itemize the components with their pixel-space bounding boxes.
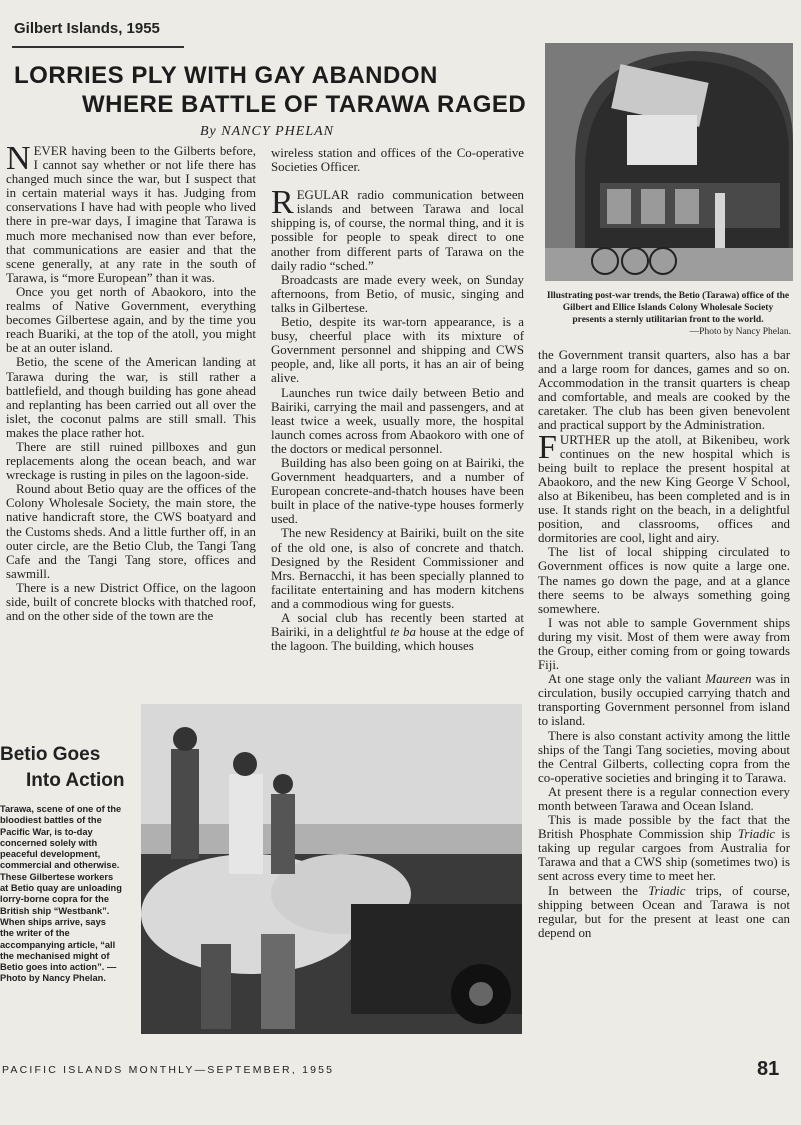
paragraph: There is a new District Office, on the lagoon side, built of concrete blocks with thatched roof, and on the other side of the town are the — [6, 580, 256, 624]
paragraph — [538, 428, 790, 546]
photo-wholesale-society-office — [545, 43, 793, 281]
paragraph-text: EGULAR radio communication between islands and between Tarawa and local shipping is, of course, the normal thing, and it is possible for people to speak direct to one another from different parts of Tarawa on the daily radio “sched.” — [271, 188, 524, 273]
text-run: A social club has recently been started at Bairiki, in a delightful — [271, 611, 524, 640]
paragraph: Betio, despite its war-torn appearance, is a busy, cheerful place with its mixture of Government personnel and shipping and CWS people, and, like all ports, it has an air of being alive. — [271, 315, 524, 386]
drop-cap: F — [538, 428, 557, 466]
paragraph: Once you get north of Abaokoro, into the realms of Native Government, everything becomes Gilbertese again, and by the time you reach Buariki, at the top of the atoll, you might be at an outer island. — [6, 284, 256, 356]
paragraph: I was not able to sample Government ships during my visit. Most of them were away from the Group, either coming from or going towards Fiji. — [538, 615, 790, 673]
article-column-1 — [6, 140, 256, 624]
text-run: This is made possible by the fact that the British Phosphate Commission ship — [538, 813, 790, 842]
paragraph: There are still ruined pillboxes and gun replacements along the ocean beach, and war wreckage is rusting in piles on the lagoon-side. — [6, 439, 256, 483]
article-column-2 — [271, 146, 524, 653]
sidebar-title — [0, 742, 125, 794]
sidebar-caption — [0, 804, 122, 985]
paragraph: Building has also been going on at Bairiki, the Government headquarters, and a number of European concrete-and-thatch houses have been built in place of the native-type houses formerly used. — [271, 455, 524, 527]
paragraph — [538, 884, 790, 940]
sidebar-title-line-1: Betio Goes — [0, 744, 101, 765]
paragraph: There is also constant activity among the little ships of the Tangi Tang societies, moving about the Central Gilberts, collecting copra from the co-operative societies and bringing it to Tarawa. — [538, 728, 790, 785]
paragraph: the Government transit quarters, also has a bar and a large room for dances, games and so on. Accommodation in the transit quarters is cheap and comfortable, and meals are cooked by the caretaker. The club has been given benevolent and practical support by the Administration. — [538, 348, 790, 433]
running-head: Gilbert Islands, 1955 — [14, 20, 160, 37]
page-footer: PACIFIC ISLANDS MONTHLY—SEPTEMBER, 1955 — [2, 1064, 335, 1076]
paragraph: The list of local shipping circulated to Government offices is now quite a large one. The names go down the page, and at a glance there seems to be always something going somewhere. — [538, 545, 790, 616]
photo-illustration — [545, 43, 793, 281]
paragraph — [271, 184, 524, 273]
caption-text: Tarawa, scene of one of the bloodiest battles of the Pacific War, is to-day concerned solely with peaceful development, commercial and otherwise. These Gilbertese workers at Betio quay are unloading lorry-borne copra for the British ship “Westbank”. When ships arrive, says the writer of the accompanying article, “all the mechanised might of Betio goes into action”. — [0, 804, 122, 973]
paragraph: Launches run twice daily between Betio and Bairiki, carrying the mail and passengers, and at least twice a week, usually more, the hospital launch comes across from Abaokoro with one of the doctors or medical personnel. — [271, 385, 524, 456]
paragraph: wireless station and offices of the Co-operative Societies Officer. — [271, 146, 524, 175]
italic-term: Triadic — [648, 883, 686, 898]
paragraph: The new Residency at Bairiki, built on the site of the old one, is also of concrete and thatch. Designed by the Resident Commissioner and Mrs. Bernacchi, it has been specially planned to facilitate entertaining and has modern kitchens and a commodious wing for guests. — [271, 526, 524, 611]
paragraph: Betio, the scene of the American landing at Tarawa during the war, is still rather a battlefield, and though building has gone ahead and replanting has been carried out all over the islet, the coconut palms are still small. This makes the place rather hot. — [6, 355, 256, 440]
photo-illustration — [141, 704, 522, 1034]
paragraph: Broadcasts are made every week, on Sunday afternoons, from Betio, of music, singing and talks in Gilbertese. — [271, 272, 524, 315]
paragraph: At present there is a regular connection every month between Tarawa and Ocean Island. — [538, 784, 790, 813]
text-run: At one stage only the valiant — [548, 672, 706, 687]
photo-credit: —Photo by Nancy Phelan. — [689, 327, 791, 337]
photo-caption-top — [545, 290, 791, 338]
byline: By NANCY PHELAN — [200, 124, 335, 139]
photo-credit: —Photo by Nancy Phelan. — [0, 962, 117, 984]
paragraph — [538, 813, 790, 883]
page-number: 81 — [757, 1058, 780, 1080]
headline-line-2: WHERE BATTLE OF TARAWA RAGED — [82, 91, 527, 118]
sidebar-title-line-2: Into Action — [26, 770, 125, 791]
header-rule — [12, 46, 184, 48]
caption-text: Illustrating post-war trends, the Betio (Tarawa) office of the Gilbert and Ellice Islands Colony Wholesale Society presents a sternly utilitarian front to the world. — [546, 291, 790, 325]
text-run: trips, of course, shipping between Ocean and Tarawa is not regular, but for the present at least one can depend on — [538, 883, 790, 940]
text-run: was in circulation, busily occupied carrying thatch and transporting Government personnel from island to island. — [538, 672, 790, 729]
italic-term: te ba — [390, 625, 416, 640]
drop-cap: R — [271, 184, 294, 222]
italic-term: Triadic — [737, 827, 776, 842]
paragraph — [6, 140, 256, 285]
text-run: In between the — [548, 883, 649, 898]
paragraph-text: EVER having been to the Gilberts before, I cannot say whether or not life there has changed much since the war, but I suspect that in certain material ways it has. Judging from conservations I have had with people who lived there in pre-war days, I imagine that Tarawa is much more mechanised now than ever before, that communications are easier and that the scene generally, at any rate in the south of Tarawa, is “more European” than it was. — [6, 144, 256, 285]
headline-line-1: LORRIES PLY WITH GAY ABANDON — [14, 62, 438, 89]
text-run: is taking up regular cargoes from Australia for Tarawa and that a CWS ship (sometimes two) is sent across every time to meet her. — [538, 827, 790, 884]
photo-workers-unloading-copra — [141, 704, 522, 1034]
paragraph-text: URTHER up the atoll, at Bikenibeu, work continues on the new hospital which is being built to replace the present hospital at Abaokoro, and the new King George V School, also at Bikenibeu, has been completed and is in use. It stands right on the beach, in a delightful position, and classrooms, offices and dormitories are cool, light and airy. — [538, 432, 790, 546]
text-run: house at the edge of the lagoon. The building, which houses — [271, 625, 524, 654]
paragraph — [538, 672, 790, 728]
drop-cap: N — [6, 140, 31, 177]
paragraph — [271, 611, 524, 653]
italic-term: Maureen — [705, 672, 752, 687]
article-column-3 — [538, 348, 790, 940]
paragraph: Round about Betio quay are the offices of the Colony Wholesale Society, the main store, the native handicraft store, the CWS boatyard and the Customs sheds. And a little further off, in an outer circle, are the Betio Club, the Tangi Tang Cafe and the Tangi Tang store, offices and sawmill. — [6, 482, 256, 581]
